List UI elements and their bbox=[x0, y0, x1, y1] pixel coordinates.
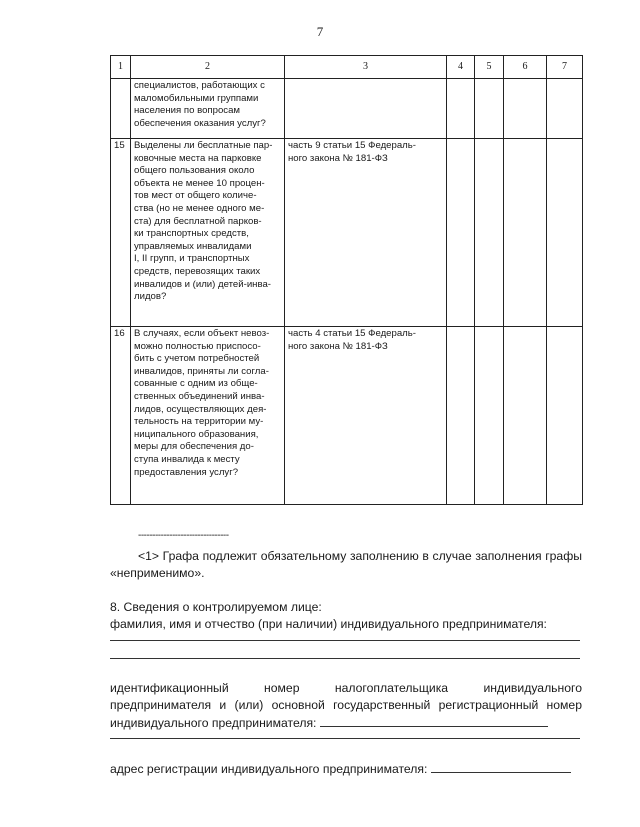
fio-input-line[interactable] bbox=[110, 640, 580, 641]
answer-cell[interactable] bbox=[475, 79, 504, 139]
checklist-table bbox=[110, 55, 583, 505]
answer-cell[interactable] bbox=[547, 139, 583, 327]
answer-cell[interactable] bbox=[547, 327, 583, 505]
reference-cell: часть 4 статьи 15 Федераль- ного закона № 181-ФЗ bbox=[285, 327, 447, 505]
table-row bbox=[111, 79, 583, 139]
header-cell: 5 bbox=[475, 56, 504, 79]
address-block bbox=[110, 760, 582, 778]
answer-cell[interactable] bbox=[475, 327, 504, 505]
question-cell: Выделены ли бесплатные пар- ковочные места на парковке общего пользования около объекта не менее 10 процен- тов мест от общего количе- ства (но не менее одного ме- ста) для бесплатной парков- ки транспортных средств, управляемых инвалидами I, II групп, и транспортных средств, перевозящих таких инвалидов и (или) детей-инва- лидов? bbox=[131, 139, 285, 327]
table-header-row bbox=[111, 56, 583, 79]
answer-cell[interactable] bbox=[504, 79, 547, 139]
footnote-text: <1> Графа подлежит обязательному заполнению в случае заполнения графы «неприменимо». bbox=[110, 549, 582, 580]
address-input-line[interactable] bbox=[431, 760, 571, 773]
page-number: 7 bbox=[316, 24, 324, 39]
answer-cell[interactable] bbox=[447, 327, 475, 505]
row-number bbox=[111, 79, 131, 139]
fio-label: фамилия, имя и отчество (при наличии) индивидуального предпринимателя: bbox=[110, 617, 547, 631]
header-cell: 2 bbox=[131, 56, 285, 79]
reference-cell bbox=[285, 79, 447, 139]
answer-cell[interactable] bbox=[504, 327, 547, 505]
table-row bbox=[111, 139, 583, 327]
question-cell: специалистов, работающих с маломобильными группами населения по вопросам обеспечения оказания услуг? bbox=[131, 79, 285, 139]
inn-input-line-2[interactable] bbox=[110, 738, 580, 739]
header-cell: 4 bbox=[447, 56, 475, 79]
header-cell: 3 bbox=[285, 56, 447, 79]
header-cell: 7 bbox=[547, 56, 583, 79]
header-cell: 1 bbox=[111, 56, 131, 79]
reference-cell: часть 9 статьи 15 Федераль- ного закона № 181-ФЗ bbox=[285, 139, 447, 327]
inn-label: идентификационный номер налогоплательщика индивидуального предпринимателя и (или) основной государственный регистрационный номер индивидуального предпринимателя: bbox=[110, 681, 582, 730]
table-row bbox=[111, 327, 583, 505]
answer-cell[interactable] bbox=[504, 139, 547, 327]
fio-input-line-2[interactable] bbox=[110, 658, 580, 659]
footnote-separator: -------------------------------- bbox=[138, 530, 229, 541]
answer-cell[interactable] bbox=[475, 139, 504, 327]
row-number: 15 bbox=[111, 139, 131, 327]
answer-cell[interactable] bbox=[447, 139, 475, 327]
section-title: 8. Сведения о контролируемом лице: bbox=[110, 600, 322, 614]
row-number: 16 bbox=[111, 327, 131, 505]
inn-input-line[interactable] bbox=[320, 714, 548, 727]
inn-block bbox=[110, 680, 582, 732]
address-label: адрес регистрации индивидуального предпринимателя: bbox=[110, 762, 428, 776]
answer-cell[interactable] bbox=[547, 79, 583, 139]
answer-cell[interactable] bbox=[447, 79, 475, 139]
header-cell: 6 bbox=[504, 56, 547, 79]
question-cell: В случаях, если объект невоз- можно полностью приспосо- бить с учетом потребностей инвалидов, приняты ли согла- сованные с одним из обще- ственных объединений инва- лидов, осуществляющих дея- тельность на территории му- ниципального образования, меры для обеспечения до- ступа инвалида к месту предоставления услуг? bbox=[131, 327, 285, 505]
